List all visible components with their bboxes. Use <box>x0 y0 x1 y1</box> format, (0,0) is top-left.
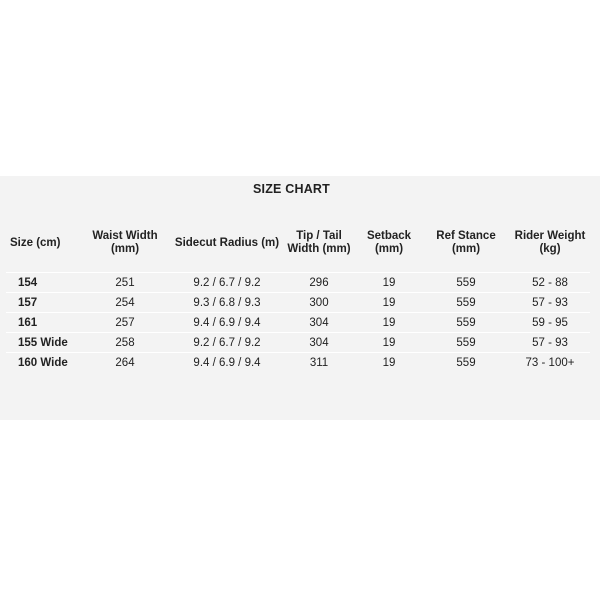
cell-rider-weight: 57 - 93 <box>510 333 590 353</box>
cell-rider-weight: 59 - 95 <box>510 313 590 333</box>
header-ref-stance: Ref Stance (mm) <box>436 230 496 255</box>
cell-setback: 19 <box>382 356 396 369</box>
cell-waist-width: 251 <box>78 273 172 293</box>
size-chart-title: SIZE CHART <box>253 182 330 196</box>
cell-sidecut-radius: 9.2 / 6.7 / 9.2 <box>172 333 282 353</box>
header-tip-tail-width: Tip / Tail Width (mm) <box>287 230 351 255</box>
cell-waist-width: 257 <box>78 313 172 333</box>
cell-size: 155 Wide <box>6 333 78 353</box>
cell-rider-weight: 73 - 100+ <box>525 356 575 369</box>
cell-tip-tail-width: 304 <box>282 313 356 333</box>
header-sidecut-radius: Sidecut Radius (m) <box>174 236 280 249</box>
cell-tip-tail-width: 311 <box>309 356 329 369</box>
table-row <box>6 333 590 353</box>
cell-waist-width: 254 <box>78 293 172 313</box>
cell-setback: 19 <box>356 313 422 333</box>
cell-sidecut-radius: 9.4 / 6.9 / 9.4 <box>172 313 282 333</box>
size-chart-table <box>6 226 590 372</box>
cell-sidecut-radius: 9.3 / 6.8 / 9.3 <box>172 293 282 313</box>
cell-tip-tail-width: 296 <box>282 273 356 293</box>
table-row <box>6 353 590 373</box>
cell-rider-weight: 57 - 93 <box>510 293 590 313</box>
table-row <box>6 313 590 333</box>
header-setback: Setback (mm) <box>366 230 412 255</box>
cell-waist-width: 258 <box>78 333 172 353</box>
cell-ref-stance: 559 <box>422 273 510 293</box>
cell-ref-stance: 559 <box>422 313 510 333</box>
table-row <box>6 293 590 313</box>
cell-tip-tail-width: 304 <box>282 333 356 353</box>
cell-ref-stance: 559 <box>422 333 510 353</box>
cell-waist-width: 264 <box>115 356 135 369</box>
cell-setback: 19 <box>356 333 422 353</box>
cell-size: 157 <box>6 293 78 313</box>
header-rider-weight: Rider Weight (kg) <box>514 230 586 255</box>
cell-size: 161 <box>6 313 78 333</box>
cell-sidecut-radius: 9.2 / 6.7 / 9.2 <box>172 273 282 293</box>
cell-setback: 19 <box>356 273 422 293</box>
table-row <box>6 273 590 293</box>
cell-tip-tail-width: 300 <box>282 293 356 313</box>
cell-size: 160 Wide <box>18 356 68 369</box>
cell-sidecut-radius: 9.4 / 6.9 / 9.4 <box>193 356 261 369</box>
cell-setback: 19 <box>356 293 422 313</box>
cell-ref-stance: 559 <box>422 293 510 313</box>
cell-rider-weight: 52 - 88 <box>510 273 590 293</box>
header-row <box>6 226 590 260</box>
header-size: Size (cm) <box>10 236 61 249</box>
header-waist-width: Waist Width (mm) <box>92 230 158 255</box>
cell-size: 154 <box>6 273 78 293</box>
cell-ref-stance: 559 <box>456 356 476 369</box>
